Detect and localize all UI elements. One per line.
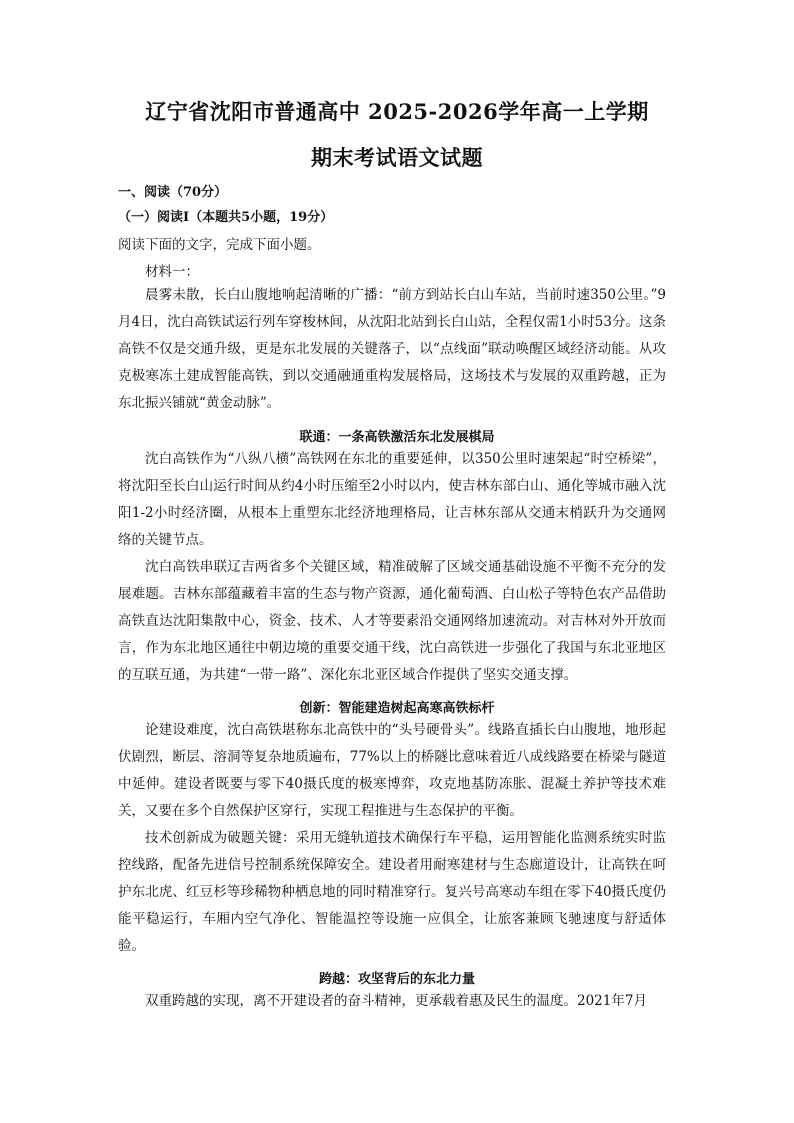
- subheading-breakthrough: 跨越：攻坚背后的东北力量: [318, 972, 475, 987]
- paragraph-intro: 晨雾未散，长白山腹地响起清晰的广播：“前方到站长白山车站，当前时速350公里。”9月4日，沈白高铁试运行列车穿梭林间，从沈阳北站到长白山站，全程仅需1小时53分。这条高铁不仅是交通升级，更是东北发展的关键落子，以“点线面”联动唤醒区域经济动能。从攻克极寒冻土建成智能高铁，到以交通融通重构发展格局，这场技术与发展的双重跨越，正为东北振兴铺就“黄金动脉”。: [118, 287, 666, 411]
- section-heading-reading: 一、阅读（70分）: [118, 185, 228, 200]
- paragraph-innovation-1: 论建设难度，沈白高铁堪称东北高铁中的“头号硬骨头”。线路直插长白山腹地，地形起伏剧烈，断层、溶洞等复杂地质遍布，77%以上的桥隧比意味着近八成线路要在桥梁与隧道中延伸。建设者既要与零下40摄氏度的极寒博弈，攻克地基防冻胀、混凝土养护等技术难关，又要在多个自然保护区穿行，实现工程推进与生态保护的平衡。: [118, 722, 666, 819]
- exam-title-line1: 辽宁省沈阳市普通高中 2025-2026学年高一上学期: [145, 99, 649, 124]
- material-label: 材料一：: [145, 264, 199, 280]
- paragraph-connect-1: 沈白高铁作为“八纵八横”高铁网在东北的重要延伸，以350公里时速架起“时空桥梁”，将沈阳至长白山运行时间从约4小时压缩至2小时以内，使吉林东部白山、通化等城市融入沈阳1-2小时经济圈，从根本上重塑东北经济地理格局，让吉林东部从交通末梢跃升为交通网络的关键节点。: [118, 451, 666, 548]
- paragraph-innovation-2: 技术创新成为破题关键：采用无缝轨道技术确保行车平稳，运用智能化监测系统实时监控线路，配备先进信号控制系统保障安全。建设者用耐寒建材与生态廊道设计，让高铁在呵护东北虎、红豆杉等珍稀物种栖息地的同时精准穿行。复兴号高寒动车组在零下40摄氏度仍能平稳运行，车厢内空气净化、智能温控等设施一应俱全，让旅客兼顾飞驰速度与舒适体验。: [118, 830, 666, 954]
- paragraph-connect-2: 沈白高铁串联辽吉两省多个关键区域，精准破解了区域交通基础设施不平衡不充分的发展难题。吉林东部蕴藏着丰富的生态与物产资源，通化葡萄酒、白山松子等特色农产品借助高铁直达沈阳集散中心，资金、技术、人才等要素沿交通网络加速流动。对吉林对外开放而言，作为东北地区通往中朝边境的重要交通干线，沈白高铁进一步强化了我国与东北亚地区的互联互通，为共建“一带一路”、深化东北亚区域合作提供了坚实交通支撑。: [118, 559, 666, 683]
- section-subheading-reading-1: （一）阅读Ⅰ（本题共5小题，19分）: [118, 210, 334, 225]
- paragraph-breakthrough: 双重跨越的实现，离不开建设者的奋斗精神，更承载着惠及民生的温度。2021年7月: [145, 993, 647, 1009]
- exam-title-line2: 期末考试语文试题: [311, 145, 483, 170]
- subheading-connect: 联通：一条高铁激活东北发展棋局: [299, 430, 495, 445]
- instruction-text: 阅读下面的文字，完成下面小题。: [118, 237, 321, 253]
- subheading-innovation: 创新：智能建造树起高寒高铁标杆: [299, 701, 495, 716]
